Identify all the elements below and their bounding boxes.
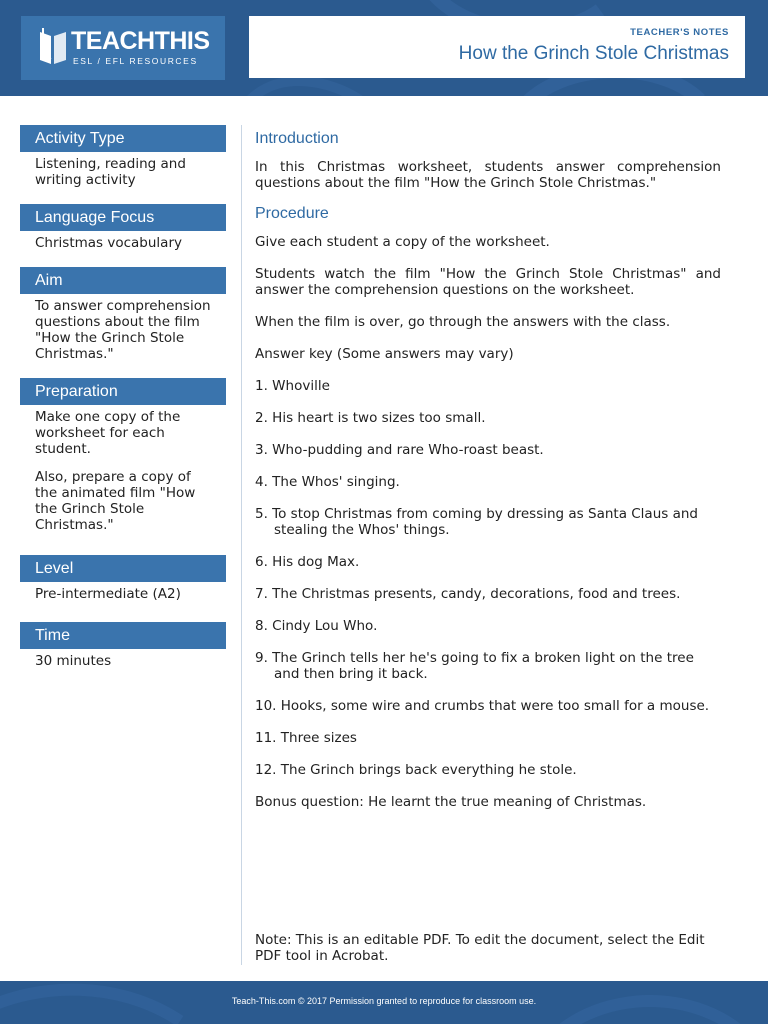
answer-item: 9. The Grinch tells her he's going to fix a broken light on the tree and then bring it back. [255, 650, 694, 682]
aim-text: To answer comprehension questions about the film "How the Grinch Stole Christmas." [35, 298, 211, 362]
procedure-step: Answer key (Some answers may vary) [255, 346, 514, 362]
answer-item: 8. Cindy Lou Who. [255, 618, 378, 634]
answer-item: 2. His heart is two sizes too small. [255, 410, 486, 426]
column-divider [241, 125, 242, 965]
preparation-text-2: Also, prepare a copy of the animated film "How the Grinch Stole Christmas." [35, 469, 196, 533]
title-box [249, 16, 745, 78]
page-header [0, 0, 768, 96]
time-section [20, 622, 226, 669]
preparation-text-1: Make one copy of the worksheet for each student. [35, 409, 181, 457]
answer-item: 5. To stop Christmas from coming by dressing as Santa Claus and stealing the Whos' things. [255, 506, 698, 538]
document-type-label: TEACHER'S NOTES [630, 27, 729, 38]
procedure-heading: Procedure [255, 205, 329, 222]
editable-pdf-note: Note: This is an editable PDF. To edit the document, select the Edit PDF tool in Acrobat. [255, 932, 705, 964]
document-title: How the Grinch Stole Christmas [458, 43, 729, 64]
bonus-answer: Bonus question: He learnt the true meaning of Christmas. [255, 794, 647, 810]
language-focus-text: Christmas vocabulary [35, 235, 182, 251]
answer-item: 11. Three sizes [255, 730, 357, 746]
answer-item: 6. His dog Max. [255, 554, 360, 570]
procedure-step: When the film is over, go through the answers with the class. [255, 314, 671, 330]
answer-item: 1. Whoville [255, 378, 330, 394]
language-focus-section [20, 204, 226, 251]
aim-section [20, 267, 226, 362]
level-section [20, 555, 226, 602]
level-text: Pre-intermediate (A2) [35, 586, 181, 602]
activity-type-heading: Activity Type [20, 125, 226, 152]
sidebar [20, 125, 226, 669]
introduction-text: In this Christmas worksheet, students answer comprehension questions about the film "How the Grinch Stole Christmas." [255, 159, 721, 191]
answer-item: 4. The Whos' singing. [255, 474, 400, 490]
procedure-step: Students watch the film "How the Grinch Stole Christmas" and answer the comprehension questions on the worksheet. [255, 266, 721, 298]
logo-text: TEACHTHIS [71, 27, 210, 55]
open-book-icon [37, 26, 69, 66]
time-text: 30 minutes [35, 653, 112, 669]
language-focus-heading: Language Focus [20, 204, 226, 231]
main-content [255, 128, 721, 810]
answer-item: 3. Who-pudding and rare Who-roast beast. [255, 442, 544, 458]
preparation-heading: Preparation [20, 378, 226, 405]
answer-item: 10. Hooks, some wire and crumbs that were too small for a mouse. [255, 698, 710, 714]
aim-heading: Aim [20, 267, 226, 294]
procedure-step: Give each student a copy of the worksheet. [255, 234, 550, 250]
activity-type-text: Listening, reading and writing activity [35, 156, 186, 188]
copyright-text: Teach-This.com © 2017 Permission granted to reproduce for classroom use. [231, 996, 537, 1006]
answer-item: 7. The Christmas presents, candy, decorations, food and trees. [255, 586, 681, 602]
answer-key-list [255, 378, 721, 778]
answer-item: 12. The Grinch brings back everything he stole. [255, 762, 577, 778]
activity-type-section [20, 125, 226, 188]
logo-subtitle: ESL / EFL RESOURCES [73, 56, 198, 66]
page-footer [0, 981, 768, 1024]
introduction-heading: Introduction [255, 130, 339, 147]
level-heading: Level [20, 555, 226, 582]
logo [21, 16, 225, 80]
preparation-section [20, 378, 226, 533]
time-heading: Time [20, 622, 226, 649]
